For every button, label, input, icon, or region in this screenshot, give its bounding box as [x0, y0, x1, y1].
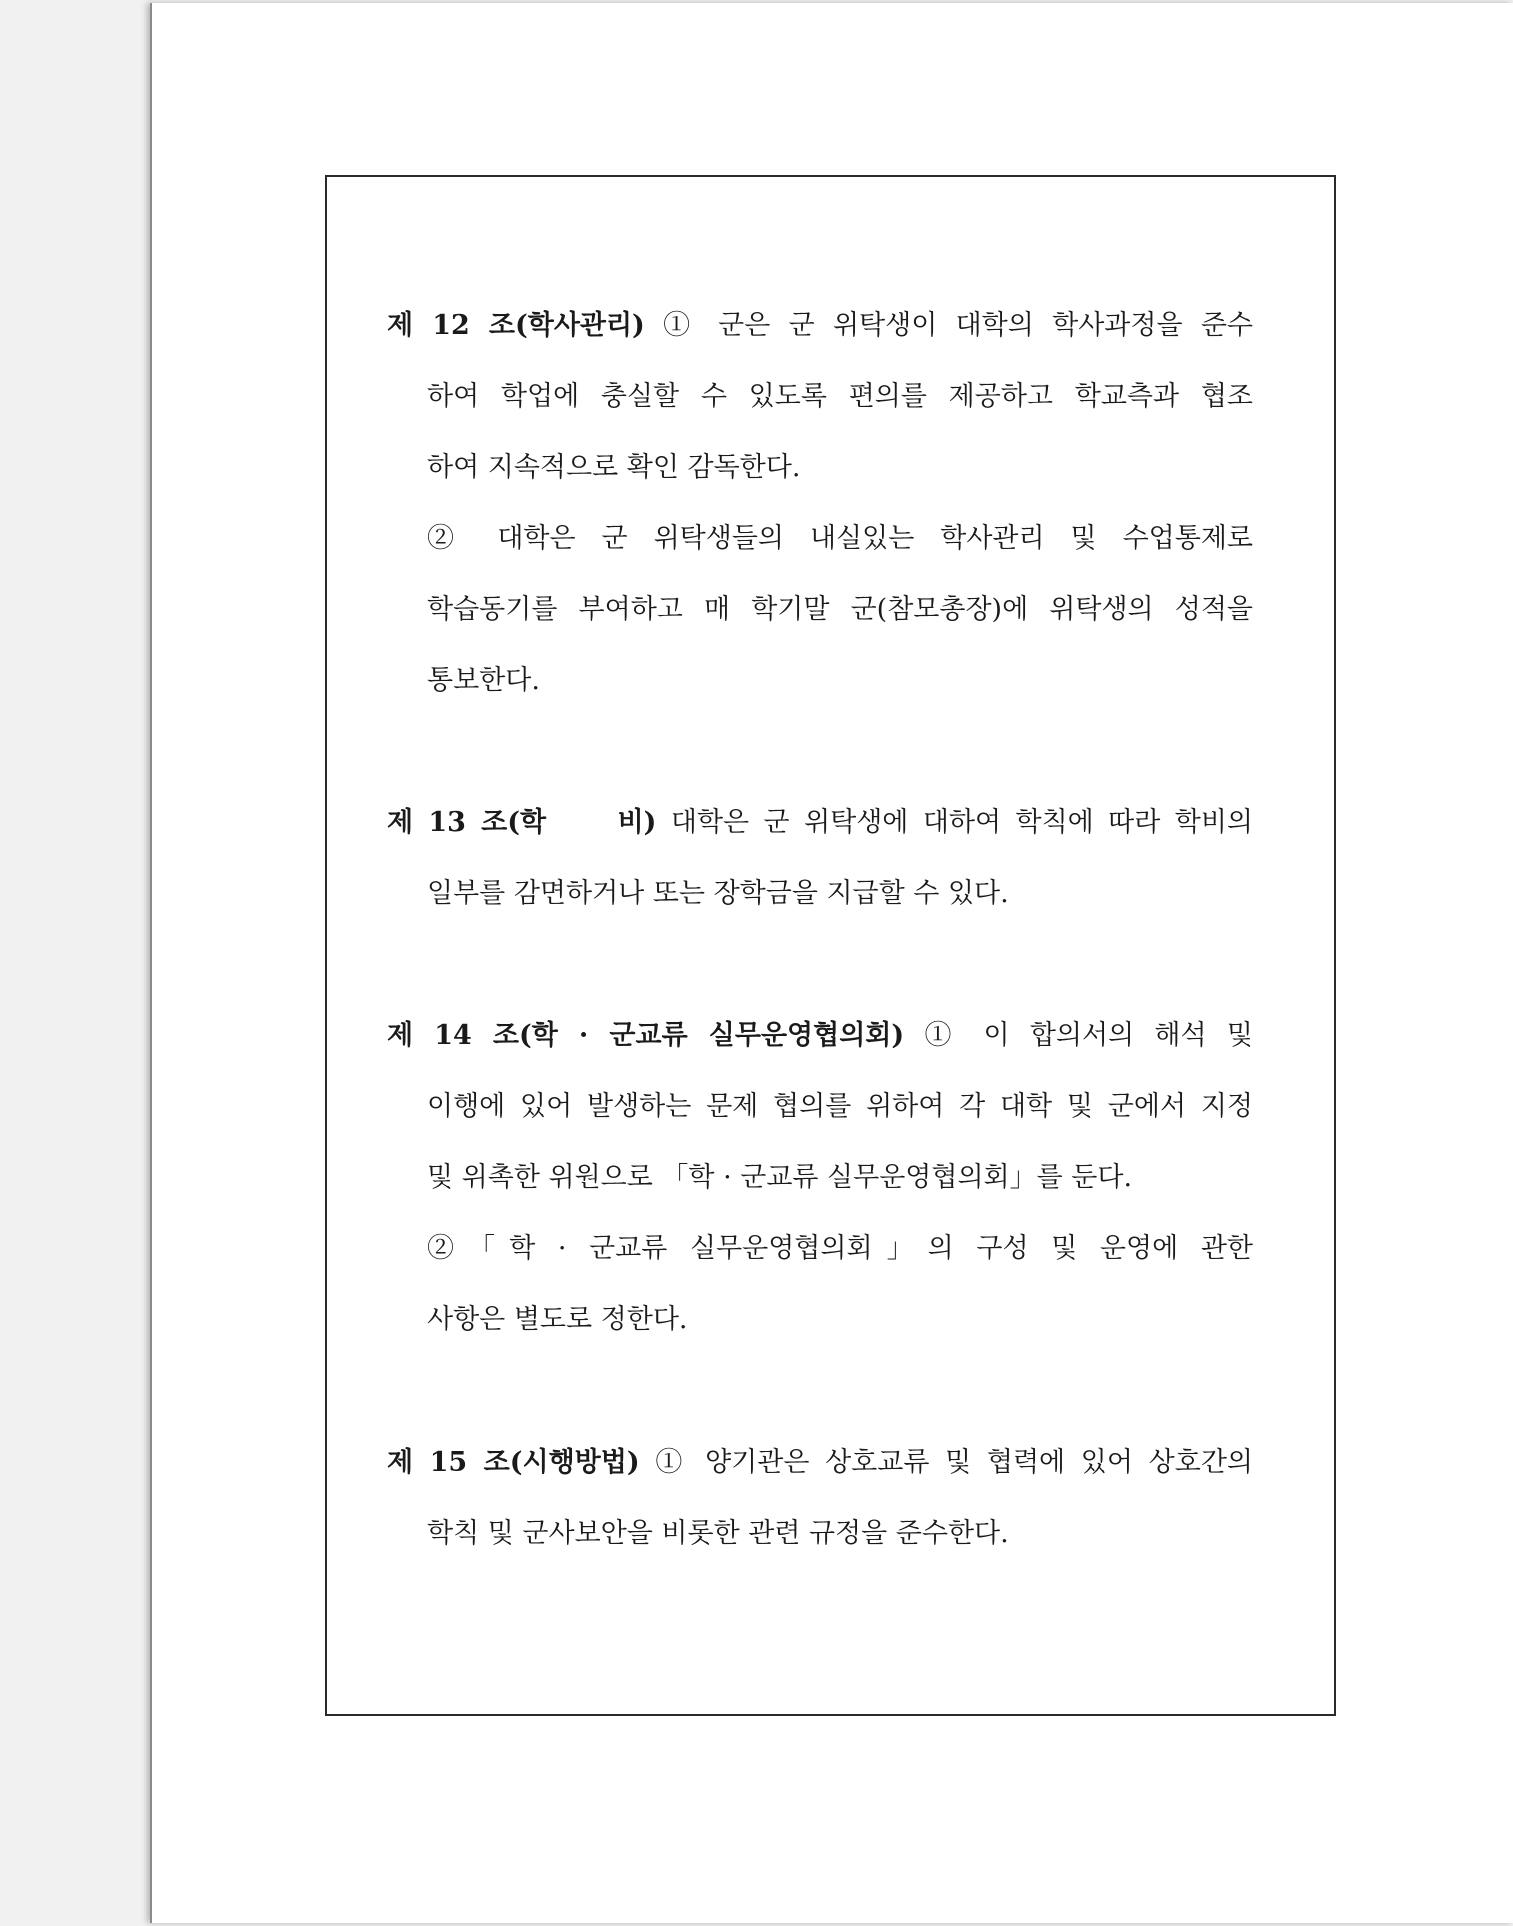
article-15-line-2: 학칙 및 군사보안을 비롯한 관련 규정을 준수한다. — [427, 1518, 1009, 1549]
article-13-line-1 — [387, 807, 1253, 839]
page-border-frame — [325, 175, 1336, 1716]
article-13-line-2: 일부를 감면하거나 또는 장학금을 지급할 수 있다. — [427, 878, 1009, 909]
document-page — [150, 3, 1513, 1923]
article-14-line-3: 및 위촉한 위원으로 「학 · 군교류 실무운영협의회」를 둔다. — [427, 1162, 1133, 1193]
article-12-line-2: 하여 학업에 충실할 수 있도록 편의를 제공하고 학교측과 협조 — [427, 381, 1253, 412]
article-14-heading: 제 14 조(학 · 군교류 실무운영협의회) — [387, 1020, 905, 1051]
article-12-heading: 제 12 조(학사관리) — [387, 310, 645, 341]
article-15-heading: 제 15 조(시행방법) — [387, 1447, 640, 1478]
article-14-line-2: 이행에 있어 발생하는 문제 협의를 위하여 각 대학 및 군에서 지정 — [427, 1091, 1253, 1122]
article-12-line-4: ② 대학은 군 위탁생들의 내실있는 학사관리 및 수업통제로 — [427, 523, 1253, 554]
article-14-line-5: 사항은 별도로 정한다. — [427, 1304, 688, 1335]
article-15-line-1 — [387, 1447, 1253, 1479]
article-12-line-3: 하여 지속적으로 확인 감독한다. — [427, 452, 801, 483]
article-12-text-1: ① 군은 군 위탁생이 대학의 학사과정을 준수 — [663, 310, 1253, 341]
article-14-line-4: ②「학 · 군교류 실무운영협의회」의 구성 및 운영에 관한 — [427, 1233, 1253, 1264]
article-12-line-1 — [387, 310, 1253, 342]
article-14-text-1: ① 이 합의서의 해석 및 — [924, 1020, 1253, 1051]
article-13-heading: 제 13 조(학 비) — [387, 807, 657, 838]
article-14-line-1 — [387, 1020, 1253, 1052]
article-15-text-1: ① 양기관은 상호교류 및 협력에 있어 상호간의 — [655, 1447, 1253, 1478]
article-12-line-6: 통보한다. — [427, 665, 540, 696]
article-13-text-1: 대학은 군 위탁생에 대하여 학칙에 따라 학비의 — [670, 807, 1253, 838]
article-12-line-5: 학습동기를 부여하고 매 학기말 군(참모총장)에 위탁생의 성적을 — [427, 594, 1253, 625]
